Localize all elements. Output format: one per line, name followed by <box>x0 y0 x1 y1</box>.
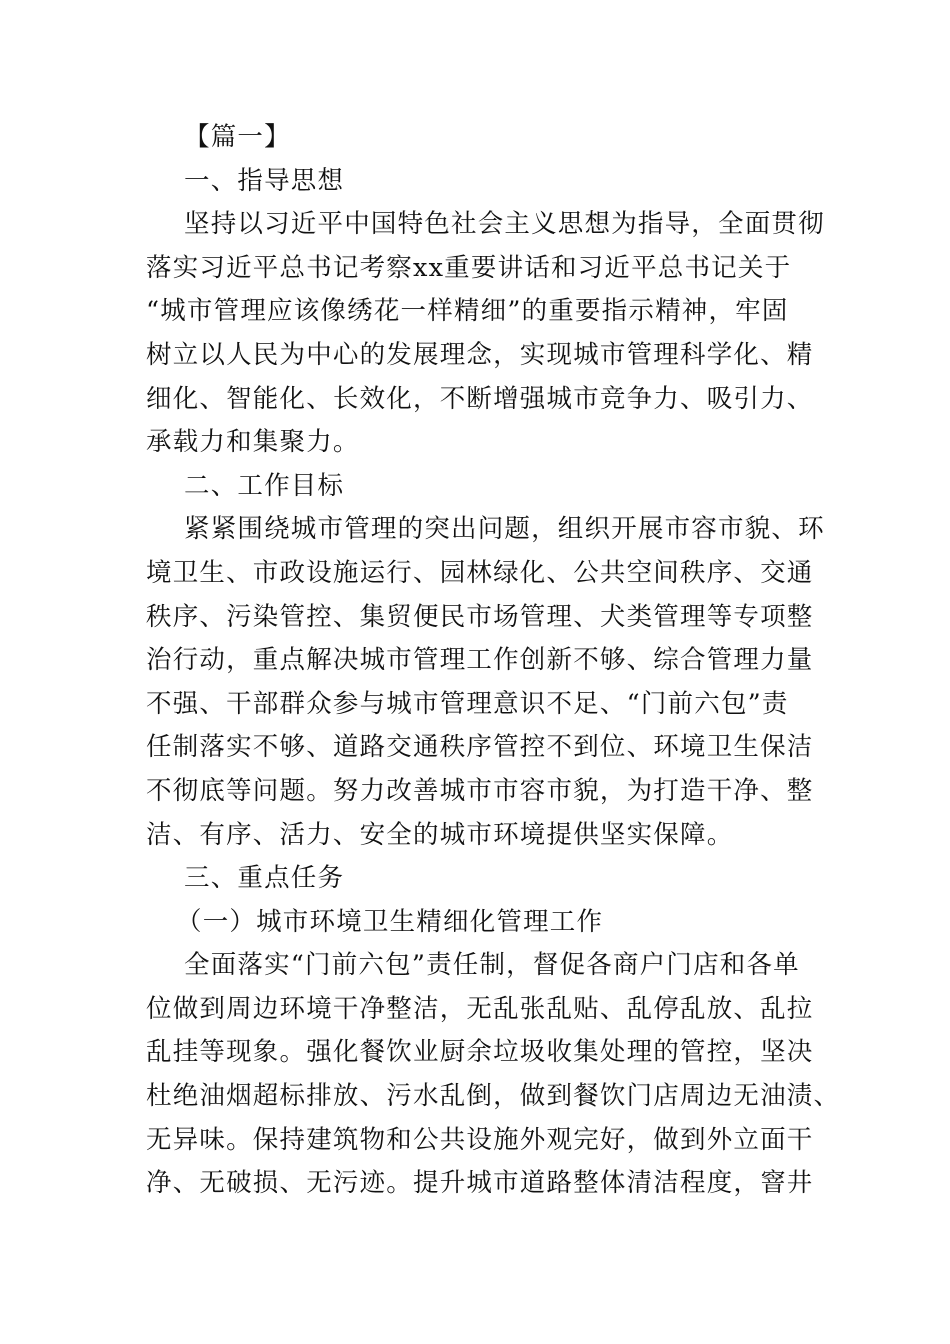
heading-guiding-ideology: 一、指导思想 <box>184 165 345 196</box>
paragraph-line: 承载力和集聚力。 <box>146 427 360 458</box>
paragraph-line: 净、无破损、无污迹。提升城市道路整体清洁程度，窨井 <box>146 1168 814 1199</box>
section-title: 【篇一】 <box>184 122 291 152</box>
paragraph-line: 坚持以习近平中国特色社会主义思想为指导，全面贯彻 <box>184 209 825 240</box>
paragraph-line: 树立以人民为中心的发展理念，实现城市管理科学化、精 <box>146 339 814 370</box>
paragraph-line: “城市管理应该像绣花一样精细”的重要指示精神，牢固 <box>146 296 789 327</box>
paragraph-line: 位做到周边环境干净整洁，无乱张乱贴、乱停乱放、乱拉 <box>146 993 814 1024</box>
paragraph-line: 落实习近平总书记考察xx重要讲话和习近平总书记关于 <box>146 252 792 283</box>
paragraph-line: 不强、干部群众参与城市管理意识不足、“门前六包”责 <box>146 688 789 719</box>
paragraph-line: 洁、有序、活力、安全的城市环境提供坚实保障。 <box>146 819 734 850</box>
paragraph-line: 无异味。保持建筑物和公共设施外观完好，做到外立面干 <box>146 1124 814 1155</box>
paragraph-line: 细化、智能化、长效化，不断增强城市竞争力、吸引力、 <box>146 383 814 414</box>
paragraph-line: 秩序、污染管控、集贸便民市场管理、犬类管理等专项整 <box>146 601 814 632</box>
heading-key-tasks: 三、重点任务 <box>184 863 345 894</box>
document-body <box>146 116 841 1206</box>
paragraph-line: 全面落实“门前六包”责任制，督促各商户门店和各单 <box>184 950 800 981</box>
paragraph-line: 不彻底等问题。努力改善城市市容市貌，为打造干净、整 <box>146 775 814 806</box>
paragraph-line: 任制落实不够、道路交通秩序管控不到位、环境卫生保洁 <box>146 732 814 763</box>
subheading-sanitation-management: （一）城市环境卫生精细化管理工作 <box>176 906 604 937</box>
paragraph-line: 紧紧围绕城市管理的突出问题，组织开展市容市貌、环 <box>184 514 825 545</box>
heading-work-goals: 二、工作目标 <box>184 470 345 501</box>
paragraph-line: 境卫生、市政设施运行、园林绿化、公共空间秩序、交通 <box>146 557 814 588</box>
paragraph-line: 杜绝油烟超标排放、污水乱倒，做到餐饮门店周边无油渍、 <box>146 1081 841 1112</box>
paragraph-line: 治行动，重点解决城市管理工作创新不够、综合管理力量 <box>146 645 814 676</box>
paragraph-line: 乱挂等现象。强化餐饮业厨余垃圾收集处理的管控，坚决 <box>146 1037 814 1068</box>
